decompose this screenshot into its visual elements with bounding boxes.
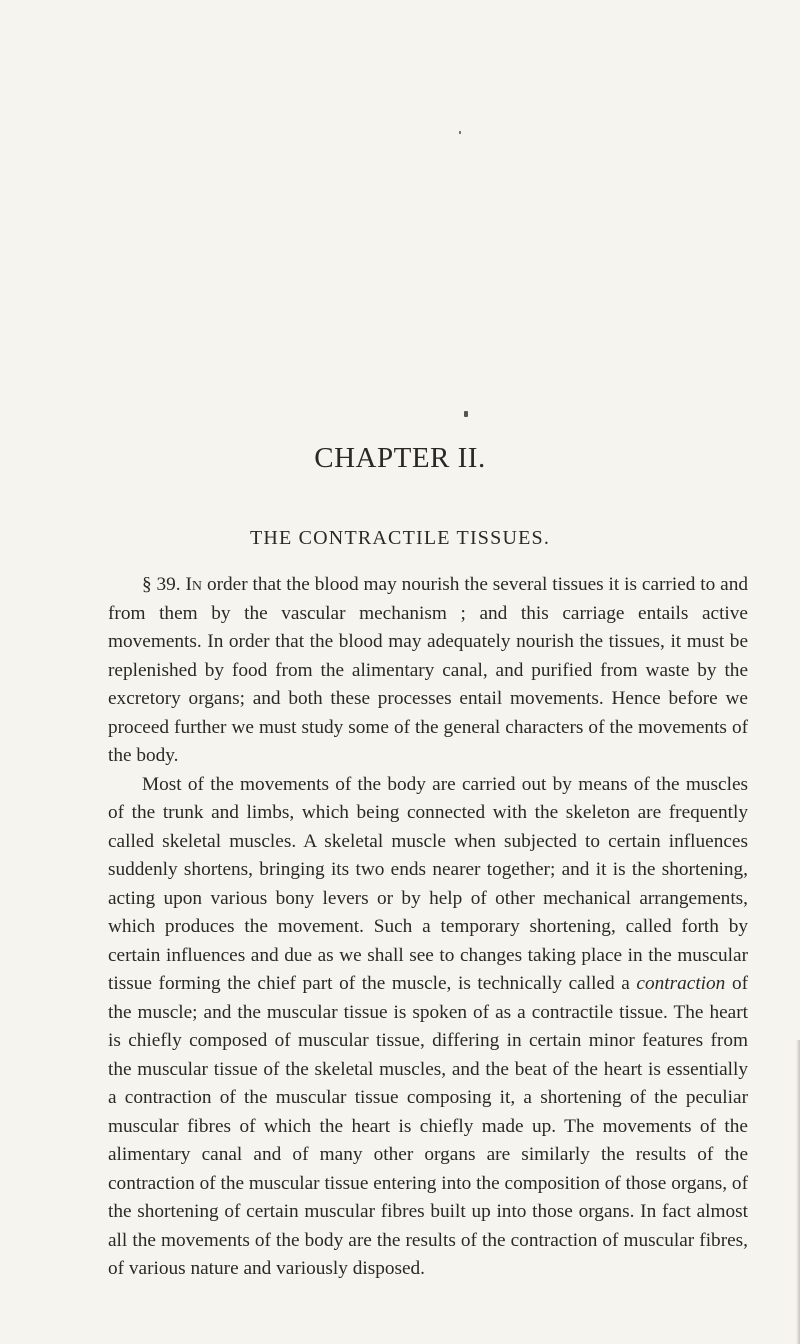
body-text: [108, 571, 748, 1284]
print-speck: [459, 131, 461, 134]
paragraph-1: [108, 571, 748, 771]
paragraph-text-before: Most of the movements of the body are carried out by means of the muscles of the trunk and limbs, which being connected with the skeleton are frequently called skeletal muscles. A skeletal muscle when subjected to certain influences suddenly shortens, bringing its two ends nearer together; and it is the shortening, acting upon various bony levers or by help of other mechanical arrangements, which produces the movement. Such a temporary shortening, called forth by certain influences and due as we shall see to changes taking place in the muscular tissue forming the chief part of the muscle, is technically called a: [108, 773, 748, 994]
paragraph-text-after: of the muscle; and the muscular tissue is spoken of as a contractile tissue. The heart is chiefly composed of muscular tissue, differing in certain minor features from the muscular tissue of the skeletal muscles, and the beat of the heart is essentially a contraction of the muscular tissue composing it, a shortening of the peculiar muscular fibres of which the heart is chiefly made up. The movements of the alimentary canal and of many other organs are similarly the results of the contraction of the muscular tissue entering into the composition of those organs, of the shortening of certain muscular fibres built up into those organs. In fact almost all the movements of the body are the results of the contraction of muscular fibres, of various nature and variously disposed.: [108, 973, 748, 1279]
lead-word: In: [185, 574, 203, 595]
page-edge-shadow: [796, 1040, 800, 1344]
section-mark: § 39.: [142, 574, 181, 595]
chapter-heading: CHAPTER II.: [314, 442, 486, 474]
paragraph-text: order that the blood may nourish the several tissues it is carried to and from them by the vascular mechanism ; and this carriage entails active movements. In order that the blood may adequately nourish the tissues, it must be replenished by food from the alimentary canal, and purified from waste by the excretory organs; and both these processes entail movements. Hence before we proceed further we must study some of the general characters of the movements of the body.: [108, 574, 748, 766]
chapter-title: THE CONTRACTILE TISSUES.: [249, 527, 551, 549]
paragraph-2: [108, 771, 748, 1284]
print-speck: [464, 411, 468, 417]
emphasized-term: contraction: [636, 973, 726, 994]
